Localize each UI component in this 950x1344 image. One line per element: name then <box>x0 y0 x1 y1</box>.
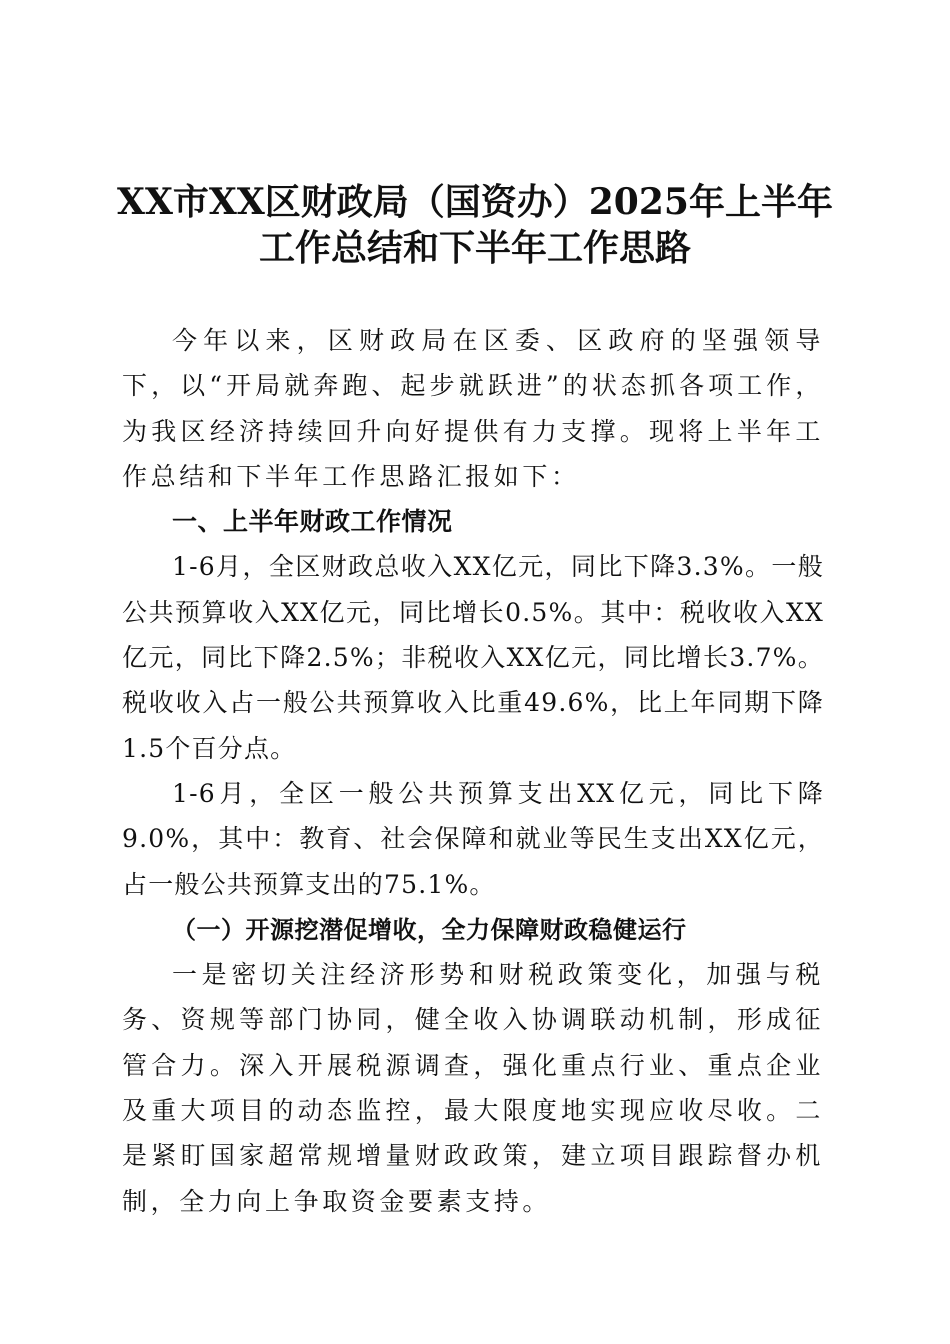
subsection-heading-1: （一）开源挖潜促增收，全力保障财政稳健运行 <box>172 914 687 944</box>
intro-paragraph: 今年以来，区财政局在区委、区政府的坚强领导下，以“开局就奔跑、起步就跃进”的状态抓各项工作，为我区经济持续回升向好提供有力支撑。现将上半年工作总结和下半年工作思路汇报如下： <box>122 326 824 491</box>
document-title-line-1: XX市XX区财政局（国资办）2025年上半年 <box>117 181 833 223</box>
document-title-line-2: 工作总结和下半年工作思路 <box>258 227 691 269</box>
measures-paragraph: 一是密切关注经济形势和财税政策变化，加强与税务、资规等部门协同，健全收入协调联动机制，形成征管合力。深入开展税源调查，强化重点行业、重点企业及重大项目的动态监控，最大限度地实现应收尽收。二是紧盯国家超常规增量财政政策，建立项目跟踪督办机制，全力向上争取资金要素支持。 <box>122 960 824 1216</box>
expenditure-paragraph: 1-6月，全区一般公共预算支出XX亿元，同比下降9.0%，其中：教育、社会保障和就业等民生支出XX亿元，占一般公共预算支出的75.1%。 <box>122 778 824 899</box>
document-body <box>122 318 824 1224</box>
revenue-paragraph: 1-6月，全区财政总收入XX亿元，同比下降3.3%。一般公共预算收入XX亿元，同比增长0.5%。其中：税收收入XX亿元，同比下降2.5%；非税收入XX亿元，同比增长3.7%。税收收入占一般公共预算收入比重49.6%，比上年同期下降1.5个百分点。 <box>122 552 824 763</box>
section-heading-1: 一、上半年财政工作情况 <box>172 507 453 537</box>
